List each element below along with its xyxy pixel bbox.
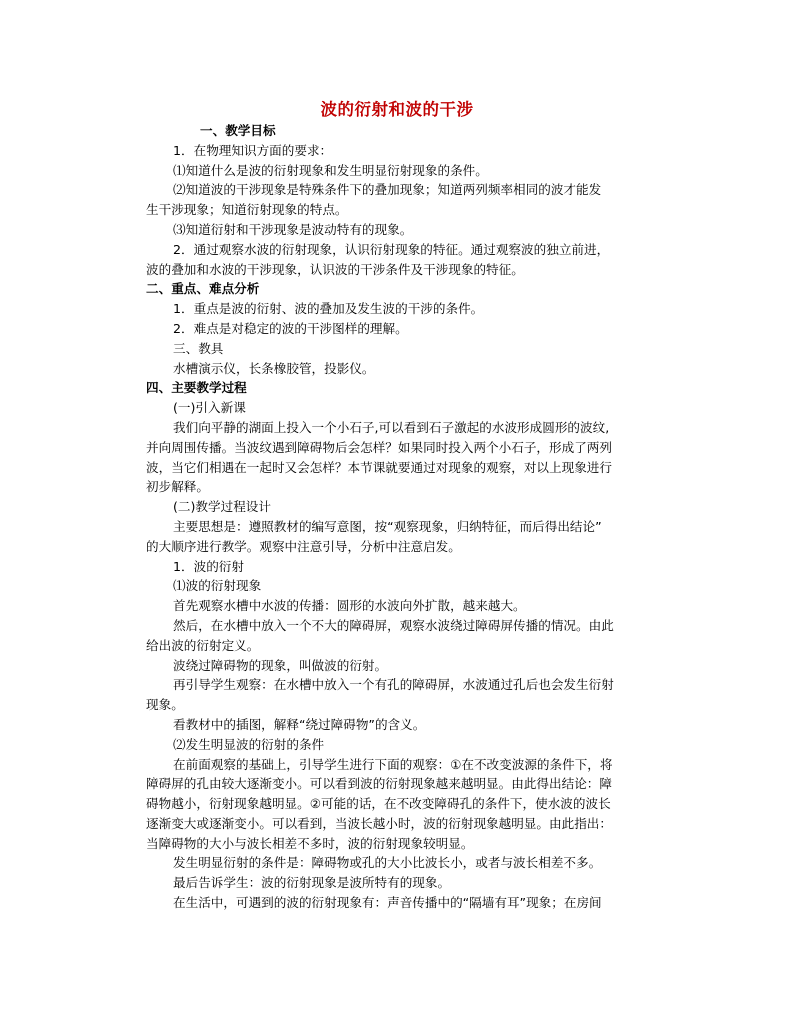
text-line: 最后告诉学生：波的衍射现象是波所特有的现象。 xyxy=(173,875,451,891)
text-line: 三、教具 xyxy=(173,340,224,356)
text-line: 波，当它们相遇在一起时又会怎样？本节课就要通过对现象的观察，对以上现象进行 xyxy=(146,459,612,475)
text-line: ⑵发生明显波的衍射的条件 xyxy=(173,736,325,752)
text-line: ⑴波的衍射现象 xyxy=(173,578,262,594)
text-line: 首先观察水槽中水波的传播：圆形的水波向外扩散，越来越大。 xyxy=(173,598,526,614)
text-line: 现象。 xyxy=(146,697,184,713)
text-line: 波的叠加和水波的干涉现象，认识波的干涉条件及干涉现象的特征。 xyxy=(146,261,524,277)
text-line: 发生明显衍射的条件是：障碍物或孔的大小比波长小，或者与波长相差不多。 xyxy=(173,855,602,871)
text-line: 当障碍物的大小与波长相差不多时，波的衍射现象较明显。 xyxy=(146,835,474,851)
text-line: ⑴知道什么是波的衍射现象和发生明显衍射现象的条件。 xyxy=(173,162,488,178)
text-line: 生干涉现象；知道衍射现象的特点。 xyxy=(146,202,348,218)
text-line: (二)教学过程设计 xyxy=(173,499,271,515)
text-line: 在生活中，可遇到的波的衍射现象有：声音传播中的“隔墙有耳”现象；在房间 xyxy=(173,895,602,911)
text-line: 障碍屏的孔由较大逐渐变小。可以看到波的衍射现象越来越明显。由此得出结论：障 xyxy=(146,776,612,792)
text-line: 2．难点是对稳定的波的干涉图样的理解。 xyxy=(173,320,408,336)
text-line: 看教材中的插图，解释“绕过障碍物”的含义。 xyxy=(173,716,426,732)
text-line: 一、教学目标 xyxy=(200,123,276,138)
text-line: 1．重点是波的衍射、波的叠加及发生波的干涉的条件。 xyxy=(173,301,484,317)
text-line: 水槽演示仪，长条橡胶管，投影仪。 xyxy=(173,360,375,376)
text-line: ⑵知道波的干涉现象是特殊条件下的叠加现象；知道两列频率相同的波才能发 xyxy=(173,182,602,198)
text-line: 1．在物理知识方面的要求： xyxy=(173,142,333,158)
text-line: 在前面观察的基础上，引导学生进行下面的观察：①在不改变波源的条件下，将 xyxy=(173,756,613,772)
text-line: ⑶知道衍射和干涉现象是波动特有的现象。 xyxy=(173,221,413,237)
text-line: 再引导学生观察：在水槽中放入一个有孔的障碍屏，水波通过孔后也会发生衍射 xyxy=(173,677,614,693)
text-line: 波绕过障碍物的现象，叫做波的衍射。 xyxy=(173,657,388,673)
text-line: 我们向平静的湖面上投入一个小石子,可以看到石子激起的水波形成圆形的波纹, xyxy=(173,419,610,435)
text-line: 主要思想是：遵照教材的编写意图，按“观察现象，归纳特征，而后得出结论” xyxy=(173,518,602,534)
text-line: 逐渐变大或逐渐变小。可以看到，当波长越小时，波的衍射现象越明显。由此指出： xyxy=(146,815,612,831)
text-line: (一)引入新课 xyxy=(173,400,246,416)
text-line: 二、重点、难点分析 xyxy=(146,281,260,297)
document-title: 波的衍射和波的干涉 xyxy=(320,100,474,119)
text-line: 碍物越小，衍射现象越明显。②可能的话，在不改变障碍孔的条件下，使水波的波长 xyxy=(146,796,611,812)
document-body xyxy=(146,121,656,913)
text-line: 2．通过观察水波的衍射现象，认识衍射现象的特征。通过观察波的独立前进， xyxy=(173,241,610,257)
text-line: 四、主要教学过程 xyxy=(146,380,247,396)
text-line: 并向周围传播。当波纹遇到障碍物后会怎样？如果同时投入两个小石子，形成了两列 xyxy=(146,439,612,455)
text-line: 1．波的衍射 xyxy=(173,558,244,574)
text-line: 然后，在水槽中放入一个不大的障碍屏，观察水波绕过障碍屏传播的情况。由此 xyxy=(173,617,614,633)
text-line: 给出波的衍射定义。 xyxy=(146,637,260,653)
text-line: 初步解释。 xyxy=(146,479,209,495)
text-line: 的大顺序进行教学。观察中注意引导，分析中注意启发。 xyxy=(146,538,461,554)
